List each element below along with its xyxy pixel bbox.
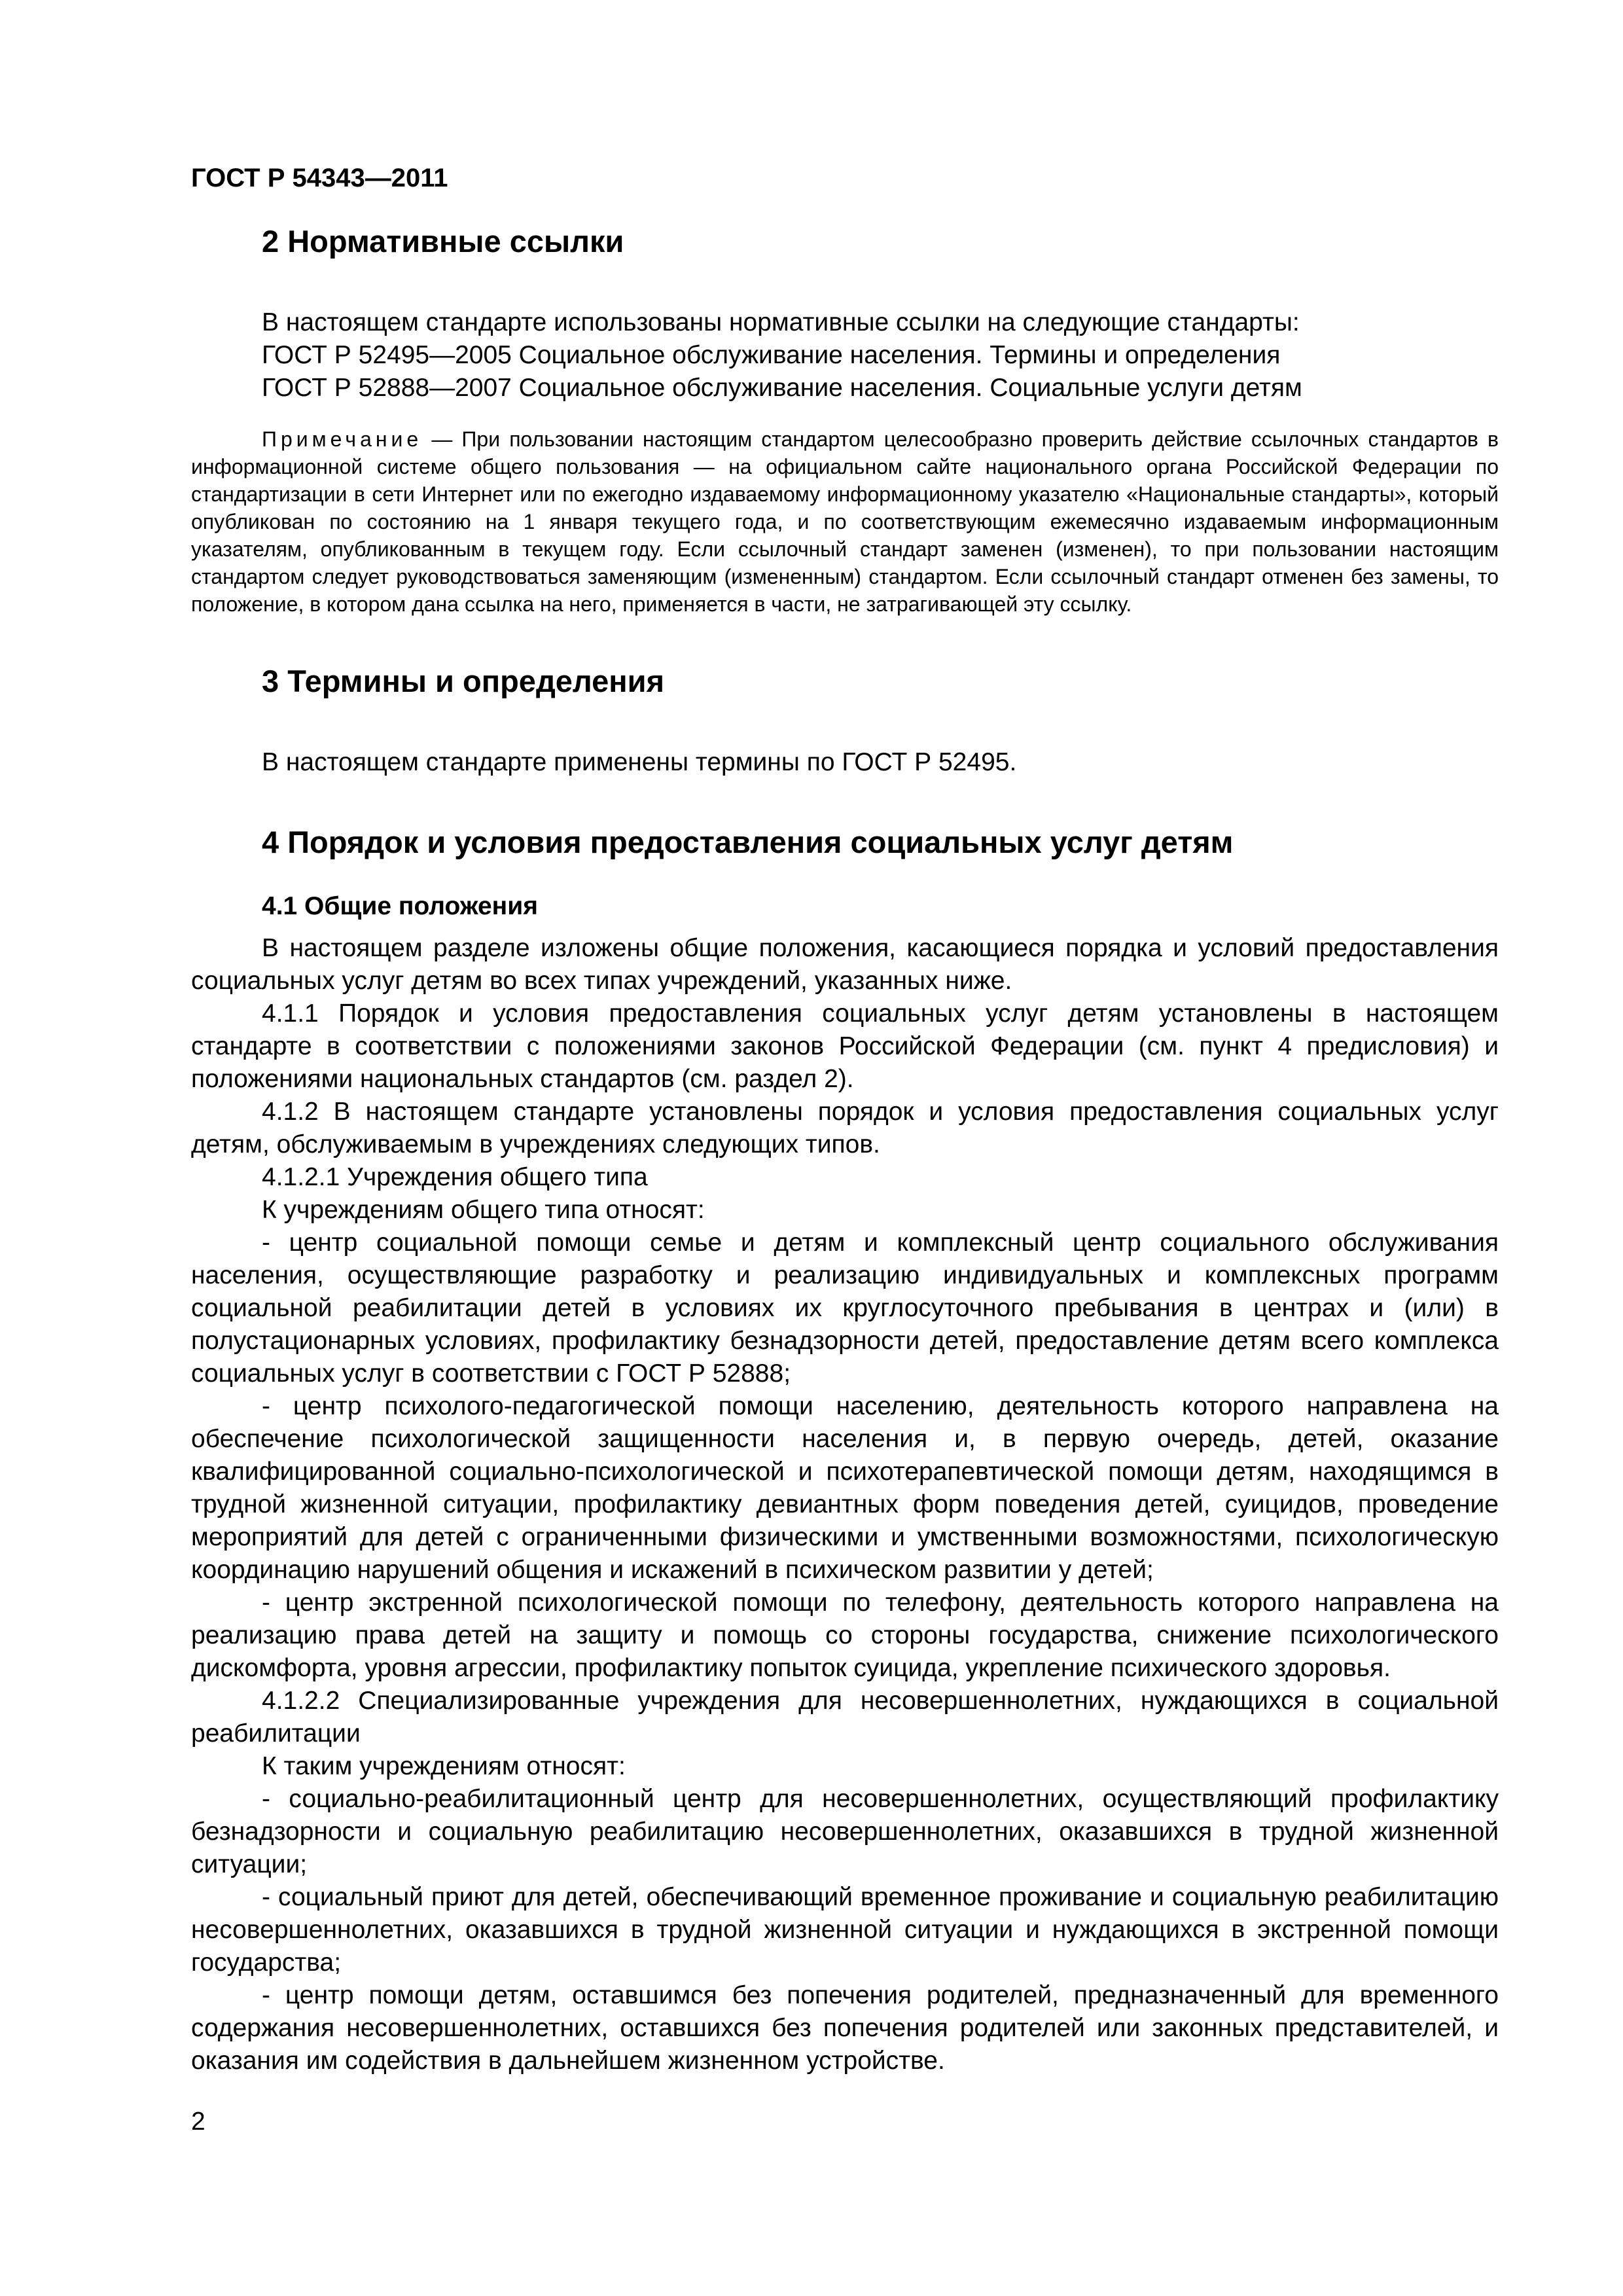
paragraph: К учреждениям общего типа относят: [262, 1196, 705, 1224]
paragraph: 4.1.2.1 Учреждения общего типа [262, 1163, 648, 1191]
section-4-title: 4 Порядок и условия предоставления социальных услуг детям [262, 825, 1234, 859]
list-item: - центр социальной помощи семье и детям и комплексный центр социального обслуживания населения, осуществляющие разработку и реализацию индивидуальных и комплексных программ социальной реабилитации детей в условиях их круглосуточного пребывания в центрах и (или) в полустационарных условиях, профилактику безнадзорности детей, предоставление детям всего комплекса социальных услуг в соответствии с ГОСТ Р 52888; [191, 1229, 1499, 1388]
note-text: — При пользовании настоящим стандартом целесообразно проверить действие ссылочных стандартов в информационной системе общего пользования — на официальном сайте национального органа Российской Федерации по стандартизации в сети Интернет или по ежегодно издаваемому информационному указателю «Национальные стандарты», который опубликован по состоянию на 1 января текущего года, и по соответствующим ежемесячно издаваемым информационным указателям, опубликованным в текущем году. Если ссылочный стандарт заменен (изменен), то при пользовании настоящим стандартом следует руководствоваться заменяющим (измененным) стандартом. Если ссылочный стандарт отменен без замены, то положение, в котором дана ссылка на него, применяется в части, не затрагивающей эту ссылку. [191, 427, 1499, 616]
paragraph: К таким учреждениям относят: [262, 1752, 626, 1780]
document-code: ГОСТ Р 54343—2011 [191, 164, 448, 192]
list-item: - социальный приют для детей, обеспечивающий временное проживание и социальную реабилитацию несовершеннолетних, оказавшихся в трудной жизненной ситуации и нуждающихся в экстренной помощи государства; [191, 1883, 1499, 1977]
section-2-intro: В настоящем стандарте использованы нормативные ссылки на следующие стандарты: [262, 308, 1300, 336]
section-2-note [191, 425, 1499, 618]
subsection-4-1-title: 4.1 Общие положения [262, 892, 538, 920]
paragraph: 4.1.1 Порядок и условия предоставления социальных услуг детям установлены в настоящем стандарте в соответствии с положениями законов Российской Федерации (см. пункт 4 предисловия) и положениями национальных стандартов (см. раздел 2). [191, 999, 1499, 1093]
paragraph: 4.1.2 В настоящем стандарте установлены порядок и условия предоставления социальных услуг детям, обслуживаемым в учреждениях следующих типов. [191, 1098, 1499, 1158]
page-content [191, 223, 1499, 2077]
page-number: 2 [191, 2108, 205, 2136]
reference-item: ГОСТ Р 52495—2005 Социальное обслуживание населения. Термины и определения [262, 341, 1281, 369]
list-item: - центр помощи детям, оставшимся без попечения родителей, предназначенный для временного содержания несовершеннолетних, оставшихся без попечения родителей или законных представителей, и оказания им содействия в дальнейшем жизненном устройстве. [191, 1981, 1499, 2075]
reference-item: ГОСТ Р 52888—2007 Социальное обслуживание населения. Социальные услуги детям [262, 374, 1302, 402]
section-3-text: В настоящем стандарте применены термины по ГОСТ Р 52495. [262, 748, 1017, 776]
section-3-title: 3 Термины и определения [262, 664, 664, 698]
list-item: - центр экстренной психологической помощи по телефону, деятельность которого направлена на реализацию права детей на защиту и помощь со стороны государства, снижение психологического дискомфорта, уровня агрессии, профилактику попыток суицида, укрепление психического здоровья. [191, 1588, 1499, 1682]
note-label: Примечание [262, 427, 423, 451]
list-item: - социально-реабилитационный центр для несовершеннолетних, осуществляющий профилактику безнадзорности и социальную реабилитацию несовершеннолетних, оказавшихся в трудной жизненной ситуации; [191, 1785, 1499, 1878]
paragraph: В настоящем разделе изложены общие положения, касающиеся порядка и условий предоставления социальных услуг детям во всех типах учреждений, указанных ниже. [191, 934, 1499, 995]
section-2-title: 2 Нормативные ссылки [262, 224, 624, 259]
paragraph: 4.1.2.2 Специализированные учреждения для несовершеннолетних, нуждающихся в социальной реабилитации [191, 1687, 1499, 1748]
list-item: - центр психолого-педагогической помощи населению, деятельность которого направлена на обеспечение психологической защищенности населения и, в первую очередь, детей, оказание квалифицированной социально-психологической и психотерапевтической помощи детям, находящимся в трудной жизненной ситуации, профилактику девиантных форм поведения детей, суицидов, проведение мероприятий для детей с ограниченными физическими и умственными возможностями, психологическую координацию нарушений общения и искажений в психическом развитии у детей; [191, 1392, 1499, 1584]
